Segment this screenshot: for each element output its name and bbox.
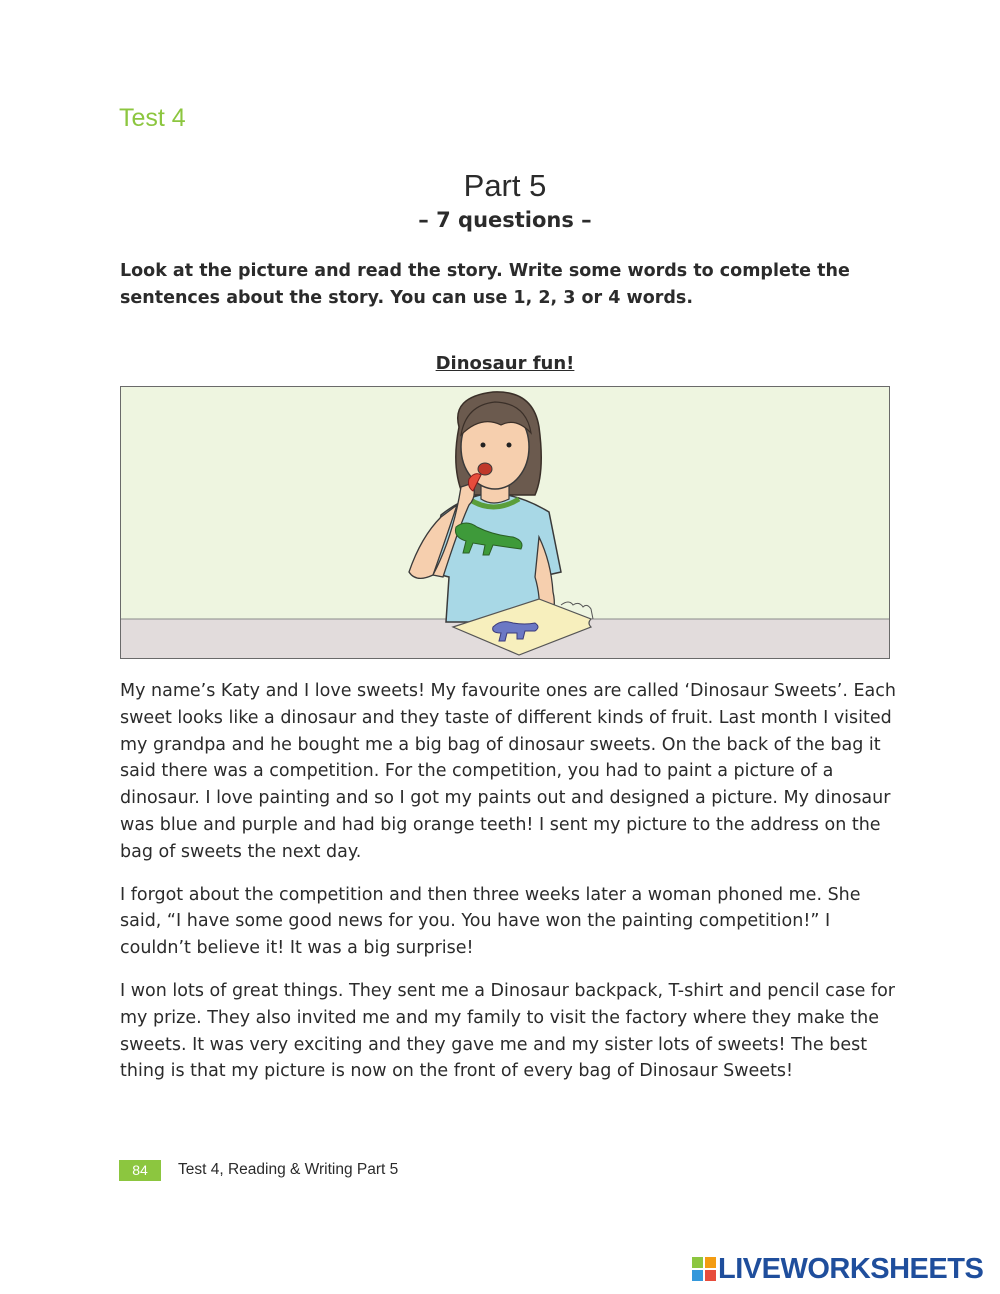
instructions: Look at the picture and read the story. Write some words to complete the sentences about the story. You can use 1, 2, 3 or 4 words. [120,261,850,308]
test-label: Test 4 [119,104,186,132]
story-paragraph: I forgot about the competition and then three weeks later a woman phoned me. She said, “I have some good news for you. You have won the painting competition!” I couldn’t believe it! It was a big surprise! [120,884,861,959]
story-paragraph: My name’s Katy and I love sweets! My favourite ones are called ‘Dinosaur Sweets’. Each sweet looks like a dinosaur and they taste of different kinds of fruit. Last month I visited my grandpa and he bought me a big bag of dinosaur sweets. On the back of the bag it said there was a competition. For the competition, you had to paint a picture of a dinosaur. I love painting and so I got my paints out and designed a picture. My dinosaur was blue and purple and had big orange teeth! I sent my picture to the address on the bag of sweets the next day. [120,681,896,862]
part-title: Part 5 [463,168,547,203]
page-number: 84 [119,1160,161,1181]
story-title: Dinosaur fun! [435,353,575,374]
liveworksheets-logo-icon [692,1257,716,1281]
story-text [120,678,900,1101]
watermark-text: LIVEWORKSHEETS [718,1252,984,1285]
story-illustration [120,386,890,659]
footer-section-label: Test 4, Reading & Writing Part 5 [178,1161,399,1178]
girl-eating-sweet-illustration [121,387,890,659]
story-paragraph: I won lots of great things. They sent me a Dinosaur backpack, T-shirt and pencil case for my prize. They also invited me and my family to visit the factory where they make the sweets. It was very exciting and they gave me and my sister lots of sweets! The best thing is that my picture is now on the front of every bag of Dinosaur Sweets! [120,980,895,1082]
part-subtitle: – 7 questions – [418,208,592,232]
liveworksheets-watermark[interactable] [692,1252,983,1286]
